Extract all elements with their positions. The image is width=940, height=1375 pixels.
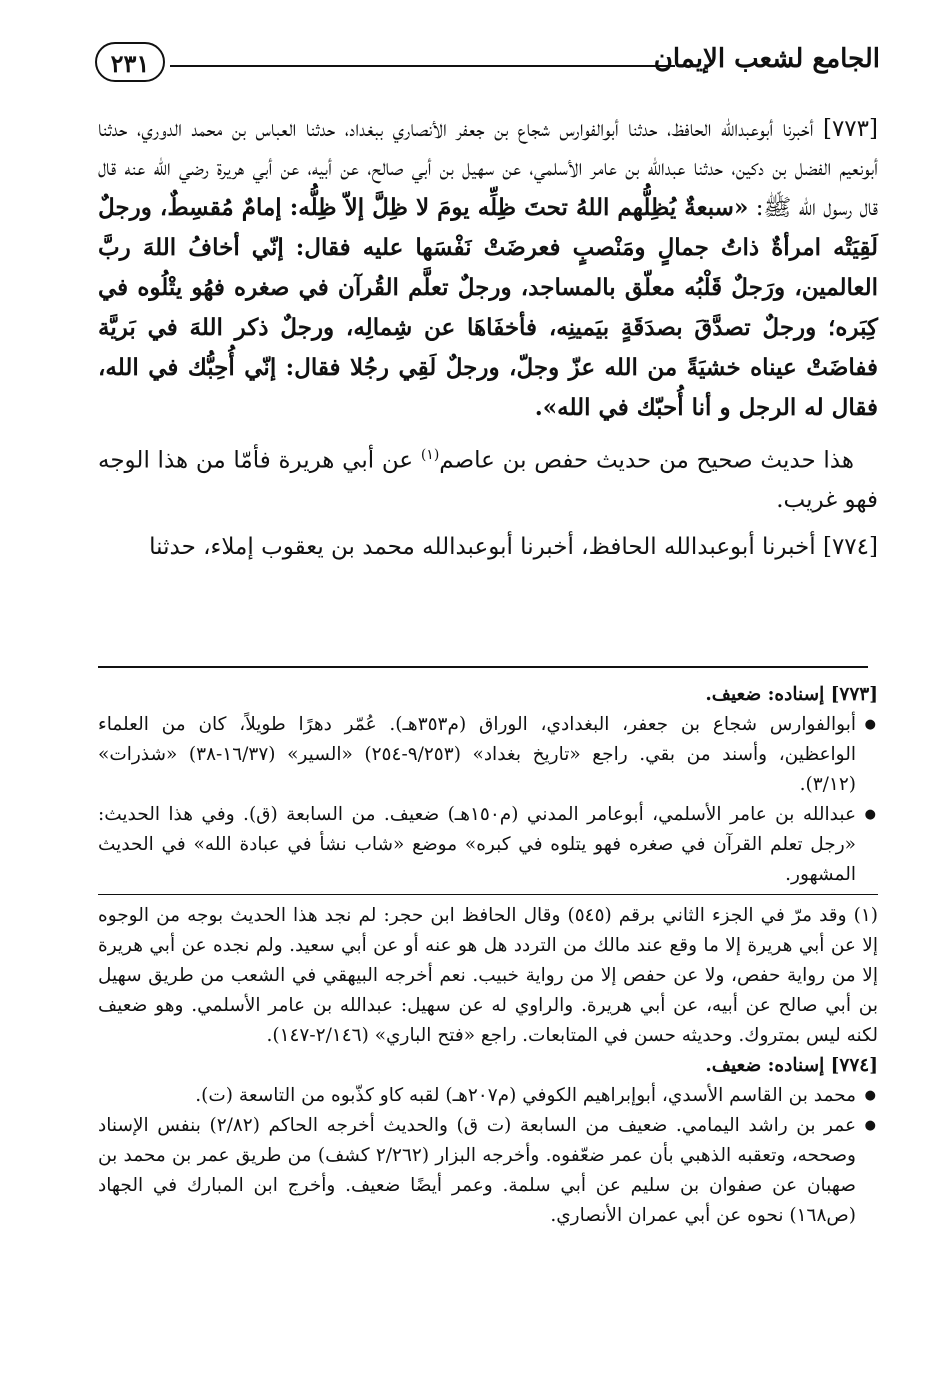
footnote-773-narrator-2: ● عبدالله بن عامر الأسلمي، أبوعامر المدني (م١٥٠هـ) ضعيف. من السابعة (ق). وفي هذا الحديث: «رجل تعلم القرآن في صغره فهو يتلوه في كبره» موضع «شاب نشأ في عبادة الله» في الحديث المشهور. bbox=[98, 800, 878, 890]
hadith-774: [٧٧٤] أخبرنا أبوعبدالله الحافظ، أخبرنا أبوعبدالله محمد بن يعقوب إملاء، حدثنا bbox=[149, 533, 878, 560]
hadith-773 bbox=[98, 110, 878, 428]
header-rule bbox=[170, 65, 675, 67]
page-header bbox=[95, 40, 880, 90]
page-number: ٢٣١ bbox=[95, 42, 165, 82]
footnote-divider bbox=[98, 894, 878, 895]
footnote-774-narrator-2: ● عمر بن راشد اليمامي. ضعيف من السابعة (ت ق) والحديث أخرجه الحاكم (٢/٨٢) بنفس الإسناد وصححه، وتعقبه الذهبي بأن عمر ضعّفوه. وأخرجه البزار (٢/٢٦٢ كشف) من طريق عمر بن محمد بن صهبان عن صفوان بن سليم عن أبي سلمة. وعمر أيضًا ضعيف. وأخرج ابن المبارك في الجهاد (ص١٦٨) نحوه عن أبي عمران الأنصاري. bbox=[98, 1111, 878, 1231]
footnote-ref-1: (١) bbox=[420, 447, 440, 463]
grading-comment-part2: عن أبي هريرة فأمّا من هذا الوجه فهو غريب. bbox=[98, 447, 878, 513]
footnote-773-heading: [٧٧٣] إسناده: ضعيف. bbox=[705, 684, 878, 705]
hadith-773-matn: «سبعةٌ يُظِلُّهم اللهُ تحتَ ظِلِّه يومَ لا ظِلَّ إلاّ ظِلُّه: إمامٌ مُقسِطٌ، ورجلٌ لَقِيَتْه امرأةٌ ذاتُ جمالٍ ومَنْصبٍ فعرضَتْ نَفْسَها عليه فقال: إنّي أخافُ اللهَ ربَّ العالمين، ورَجلٌ قَلْبُه معلّق بالمساجد، ورجلٌ تعلَّم القُرآن في صغره فهُو يتْلُوه في كِبَره؛ ورجلٌ تصدَّقَ بصدَقَةٍ بيَمينِه، فأخفَاهَا عن شِمالِه، ورجلٌ ذكر اللهَ في بَريَّة ففاضَتْ عيناه خشيَةً من الله عزّ وجلّ، ورجلٌ لَقِي رجُلا فقال: إنّي أُحِبُّك في الله، فقال له الرجل و أنا أُحبّك في الله». bbox=[98, 194, 878, 421]
running-title: الجامع لشعب الإيمان bbox=[653, 44, 880, 74]
footnote-773-narrator-1: ● أبوالفوارس شجاع بن جعفر، البغدادي، الوراق (م٣٥٣هـ). عُمّر دهرًا طويلاً، كان من العلماء الواعظين، وأسند من بقي. راجع «تاريخ بغداد» (٩/٢٥٣-٢٥٤) «السير» (١٦/٣٧-٣٨) «شذرات» (٣/١٢). bbox=[98, 710, 878, 800]
hadith-773-isnad: [٧٧٣] أخبرنا أبوعبدالله الحافظ، حدثنا أبوالفوارس شجاع بن جعفر الأنصاري ببغداد، حدثنا العباس بن محمد الدوري، حدثنا أبونعيم الفضل بن دكين، حدثنا عبدالله بن عامر الأسلمي، عن سهيل بن أبي صالح، عن أبيه، عن أبي هريرة رضي الله عنه قال قال رسول الله ﷺ: bbox=[98, 116, 878, 221]
footnote-774-heading: [٧٧٤] إسناده: ضعيف. bbox=[705, 1055, 878, 1076]
grading-comment-part1: هذا حديث صحيح من حديث حفص بن عاصم bbox=[439, 447, 854, 474]
footnote-separator bbox=[98, 666, 868, 668]
main-text bbox=[98, 110, 878, 575]
footnotes bbox=[98, 680, 878, 1231]
footnote-774-narrator-1: ● محمد بن القاسم الأسدي، أبوإبراهيم الكوفي (م٢٠٧هـ) لقبه كاو كذّبوه من التاسعة (ت). bbox=[98, 1081, 878, 1111]
footnote-1: (١) وقد مرّ في الجزء الثاني برقم (٥٤٥) وقال الحافظ ابن حجر: لم نجد هذا الحديث بوجه من الوجوه إلا عن أبي هريرة إلا ما وقع عند مالك من التردد هل هو عنه أو عن أبي سعيد. ولم نجده عن أبي هريرة إلا من رواية حفص، ولا عن حفص إلا من رواية خبيب. نعم أخرجه البيهقي في الشعب من طريق سهيل بن أبي صالح عن أبيه، عن أبي هريرة. والراوي له عن سهيل: عبدالله بن عامر الأسلمي. وهو ضعيف لكنه ليس بمتروك. وحديثه حسن في المتابعات. راجع «فتح الباري» (٢/١٤٦-١٤٧). bbox=[98, 905, 878, 1046]
grading-comment bbox=[98, 436, 878, 520]
